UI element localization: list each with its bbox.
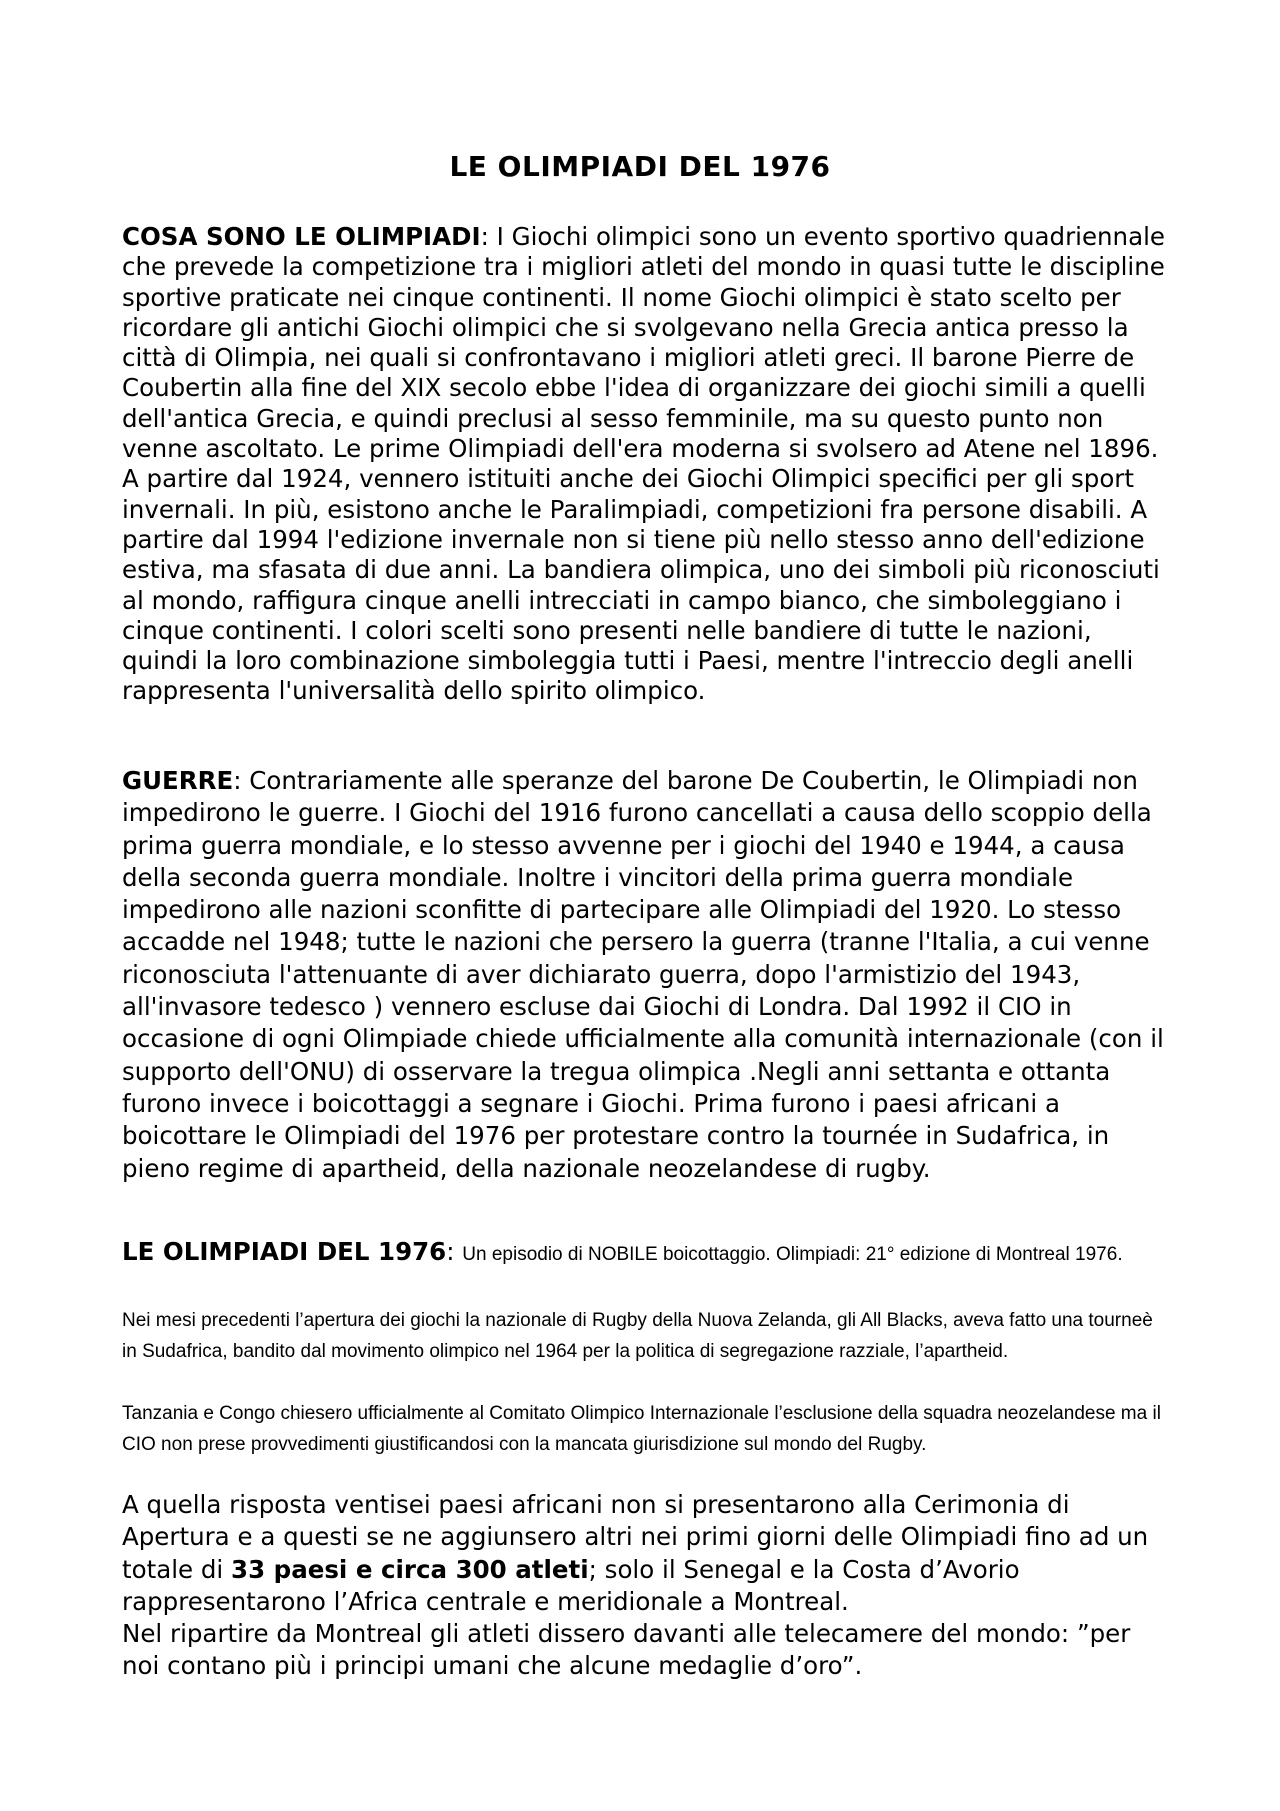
- paragraph-boicottaggio: [122, 1489, 1172, 1618]
- section-body-guerre: : Contrariamente alle speranze del barone De Coubertin, le Olimpiadi non impedirono le guerre. I Giochi del 1916 furono cancellati a causa dello scoppio della prima guerra mondiale, e lo stesso avvenne per i giochi del 1940 e 1944, a causa della seconda guerra mondiale. Inoltre i vincitori della prima guerra mondiale impedirono alle nazioni sconfitte di partecipare alle Olimpiadi del 1920. Lo stesso accadde nel 1948; tutte le nazioni che persero la guerra (tranne l'Italia, a cui venne riconosciuta l'attenuante di aver dichiarato guerra, dopo l'armistizio del 1943, all'invasore tedesco ) vennero escluse dai Giochi di Londra. Dal 1992 il CIO in occasione di ogni Olimpiade chiede ufficialmente alla comunità internazionale (con il supporto dell'ONU) di osservare la tregua olimpica .Negli anni settanta e ottanta furono invece i boicottaggi a segnare i Giochi. Prima furono i paesi africani a boicottare le Olimpiadi del 1976 per protestare contro la tournée in Sudafrica, in pieno regime di apartheid, della nazionale neozelandese di rugby.: [122, 766, 1164, 1183]
- paragraph-quote: Nel ripartire da Montreal gli atleti dissero davanti alle telecamere del mondo: ”per noi contano più i principi umani che alcune medaglie d’oro”.: [122, 1619, 1131, 1681]
- page-title: LE OLIMPIADI DEL 1976: [449, 150, 831, 183]
- section-body-cosa-sono: : I Giochi olimpici sono un evento sportivo quadriennale che prevede la competizione tra i migliori atleti del mondo in quasi tutte le discipline sportive praticate nei cinque continenti. Il nome Giochi olimpici è stato scelto per ricordare gli antichi Giochi olimpici che si svolgevano nella Grecia antica presso la città di Olimpia, nei quali si confrontavano i migliori atleti greci. Il barone Pierre de Coubertin alla fine del XIX secolo ebbe l'idea di organizzare dei giochi simili a quelli dell'antica Grecia, e quindi preclusi al sesso femminile, ma su questo punto non venne ascoltato. Le prime Olimpiadi dell'era moderna si svolsero ad Atene nel 1896. A partire dal 1924, vennero istituiti anche dei Giochi Olimpici specifici per gli sport invernali. In più, esistono anche le Paralimpiadi, competizioni fra persone disabili. A partire dal 1994 l'edizione invernale non si tiene più nello stesso anno dell'edizione estiva, ma sfasata di due anni. La bandiera olimpica, uno dei simboli più riconosciuti al mondo, raffigura cinque anelli intrecciati in campo bianco, che simboleggiano i cinque continenti. I colori scelti sono presenti nelle bandiere di tutte le nazioni, quindi la loro combinazione simboleggia tutti i Paesi, mentre l'intreccio degli anelli rappresenta l'universalità dello spirito olimpico.: [122, 222, 1165, 706]
- section-olimpiadi-1976-intro: [122, 1236, 1172, 1270]
- section-guerre: [122, 765, 1172, 1185]
- boicottaggio-text-before: A quella risposta ventisei paesi africani non si presentarono alla Cerimonia di Apertura e a questi se ne aggiunsero altri nei primi giorni delle Olimpiadi fino ad un totale di: [122, 1490, 1149, 1584]
- boicottaggio-text-after: ; solo il Senegal e la Costa d’Avorio rappresentarono l’Africa centrale e meridionale a Montreal.: [122, 1554, 1020, 1616]
- paragraph-all-blacks: Nei mesi precedenti l’apertura dei giochi la nazionale di Rugby della Nuova Zelanda, gli All Blacks, aveva fatto una tourneè in Sudafrica, bandito dal movimento olimpico nel 1964 per la politica di segregazione razziale, l’apartheid.: [122, 1310, 1153, 1362]
- section-cosa-sono: [122, 222, 1172, 707]
- section-heading-guerre: GUERRE: [122, 766, 234, 795]
- heading-separator: :: [446, 1237, 463, 1266]
- boicottaggio-highlight: 33 paesi e circa 300 atleti: [231, 1554, 589, 1584]
- section-heading-olimpiadi-1976: LE OLIMPIADI DEL 1976: [122, 1237, 447, 1266]
- section-heading-cosa-sono: COSA SONO LE OLIMPIADI: [122, 222, 481, 251]
- section-intro-text: Un episodio di NOBILE boicottaggio. Olimpiadi: 21° edizione di Montreal 1976.: [462, 1244, 1123, 1265]
- paragraph-tanzania-congo: Tanzania e Congo chiesero ufficialmente al Comitato Olimpico Internazionale l’esclusione della squadra neozelandese ma il CIO non prese provvedimenti giustificandosi con la mancata giurisdizione sul mondo del Rugby.: [122, 1403, 1161, 1455]
